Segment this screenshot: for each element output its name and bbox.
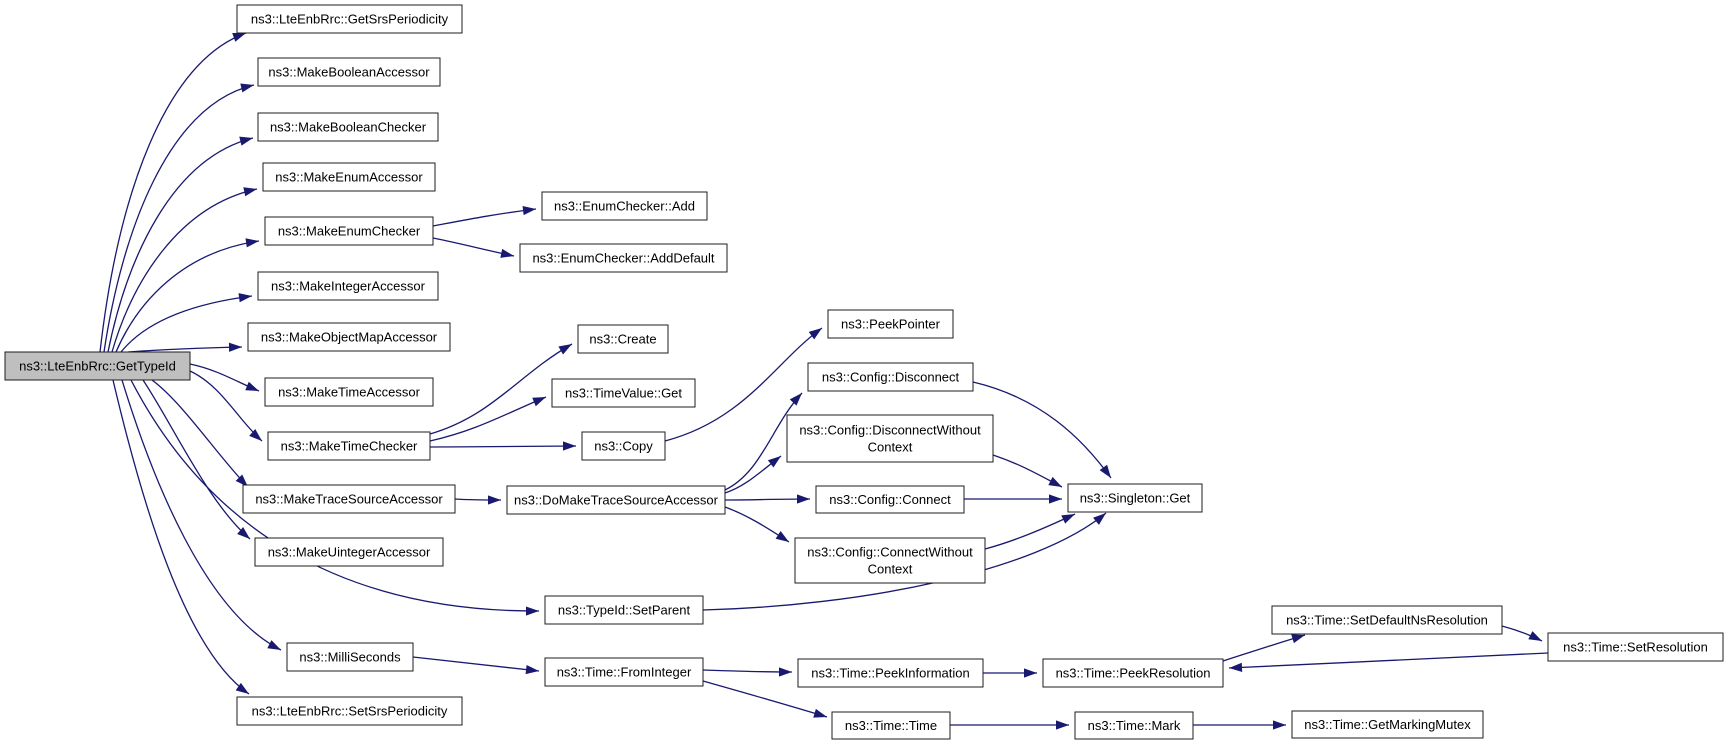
node-label-make-time-accessor: ns3::MakeTimeAccessor [278, 384, 420, 400]
arrowhead-make-enum-checker-to-enum-checker-add-default [500, 249, 514, 258]
node-label-make-uinteger-accessor: ns3::MakeUintegerAccessor [267, 544, 431, 560]
node-label-make-boolean-accessor: ns3::MakeBooleanAccessor [268, 64, 430, 80]
edge-get-type-id-to-make-enum-accessor [112, 189, 257, 352]
node-label-enum-checker-add: ns3::EnumChecker::Add [554, 198, 695, 214]
node-config-connect-without-context[interactable] [795, 538, 985, 583]
node-label-typeid-set-parent: ns3::TypeId::SetParent [557, 602, 691, 618]
node-label-make-object-map-accessor: ns3::MakeObjectMapAccessor [260, 329, 438, 345]
arrowhead-time-mark-to-time-get-marking-mutex [1273, 720, 1286, 729]
node-config-connect[interactable] [816, 486, 964, 513]
arrowhead-make-enum-checker-to-enum-checker-add [523, 206, 536, 215]
node-make-integer-accessor[interactable] [258, 272, 438, 300]
node-typeid-set-parent[interactable] [545, 596, 703, 624]
node-time-value-get[interactable] [552, 379, 695, 407]
arrowhead-time-from-integer-to-time-peek-information [779, 667, 792, 676]
node-do-make-trace-source-accessor[interactable] [507, 486, 725, 514]
node-make-enum-checker[interactable] [265, 217, 433, 245]
node-label-time-from-integer: ns3::Time::FromInteger [556, 664, 692, 680]
nodes-layer [5, 5, 1723, 739]
arrowhead-do-make-trace-source-accessor-to-config-disconnect [790, 393, 802, 406]
node-label-create: ns3::Create [589, 331, 657, 347]
node-label-config-connect: ns3::Config::Connect [829, 492, 951, 507]
arrowhead-do-make-trace-source-accessor-to-config-connect [797, 494, 810, 503]
arrowhead-make-trace-source-accessor-to-do-make-trace-source-accessor [488, 495, 501, 504]
edge-make-time-checker-to-time-value-get [430, 397, 546, 441]
node-time-peek-resolution[interactable] [1043, 659, 1223, 687]
node-milli-seconds[interactable] [287, 643, 413, 671]
arrowhead-get-type-id-to-get-srs-periodicity [232, 33, 246, 42]
edge-make-time-checker-to-copy [430, 446, 576, 447]
arrowhead-do-make-trace-source-accessor-to-config-disconnect-without-context [768, 456, 781, 468]
arrowhead-time-peek-information-to-time-peek-resolution [1024, 668, 1037, 677]
arrowhead-config-disconnect-without-context-to-singleton-get [1048, 477, 1062, 487]
node-make-trace-source-accessor[interactable] [243, 485, 455, 513]
arrowhead-get-type-id-to-make-object-map-accessor [229, 343, 242, 352]
node-label-config-connect-without-context-line2: Context [867, 561, 913, 577]
node-make-enum-accessor[interactable] [263, 163, 435, 191]
node-label-make-boolean-checker: ns3::MakeBooleanChecker [269, 119, 427, 135]
node-label-peek-pointer: ns3::PeekPointer [840, 316, 941, 332]
node-config-disconnect-without-context[interactable] [787, 415, 993, 462]
arrowhead-get-type-id-to-milli-seconds [267, 640, 281, 650]
node-label-time-set-default-ns-resolution: ns3::Time::SetDefaultNsResolution [1286, 612, 1488, 628]
arrowhead-time-time-to-time-mark [1056, 720, 1069, 729]
node-make-time-accessor[interactable] [265, 378, 433, 406]
arrowhead-time-peek-resolution-to-time-set-default-ns-resolution [1291, 634, 1305, 643]
node-label-make-enum-accessor: ns3::MakeEnumAccessor [275, 169, 423, 185]
edge-get-type-id-to-make-uinteger-accessor [143, 380, 250, 539]
arrowhead-make-time-checker-to-time-value-get [532, 397, 546, 406]
node-label-make-trace-source-accessor: ns3::MakeTraceSourceAccessor [255, 491, 443, 507]
node-label-time-get-marking-mutex: ns3::Time::GetMarkingMutex [1304, 717, 1471, 732]
node-make-time-checker[interactable] [268, 432, 430, 460]
edge-time-set-resolution-to-time-peek-resolution [1229, 653, 1548, 668]
node-time-mark[interactable] [1075, 712, 1193, 739]
node-make-uinteger-accessor[interactable] [255, 538, 443, 566]
arrowhead-make-time-checker-to-copy [563, 441, 576, 450]
node-make-object-map-accessor[interactable] [248, 323, 450, 351]
node-enum-checker-add[interactable] [542, 192, 707, 220]
node-get-type-id [5, 352, 190, 380]
edge-make-time-checker-to-create [430, 344, 572, 434]
node-config-disconnect[interactable] [808, 363, 973, 391]
node-label-config-connect-without-context-line1: ns3::Config::ConnectWithout [807, 544, 973, 560]
edge-get-type-id-to-get-srs-periodicity [100, 33, 246, 352]
node-label-enum-checker-add-default: ns3::EnumChecker::AddDefault [532, 250, 715, 266]
node-label-config-disconnect-without-context-line2: Context [867, 439, 913, 455]
arrowhead-get-type-id-to-make-enum-checker [245, 238, 259, 247]
arrowhead-make-time-checker-to-create [558, 344, 572, 354]
node-time-set-resolution[interactable] [1548, 633, 1723, 661]
arrowhead-config-connect-without-context-to-singleton-get [1061, 514, 1075, 524]
node-label-config-disconnect: ns3::Config::Disconnect [821, 369, 960, 385]
edge-milli-seconds-to-time-from-integer [413, 657, 539, 671]
node-label-get-srs-periodicity: ns3::LteEnbRrc::GetSrsPeriodicity [250, 11, 449, 27]
node-get-srs-periodicity[interactable] [237, 5, 462, 33]
node-label-make-integer-accessor: ns3::MakeIntegerAccessor [271, 278, 425, 294]
arrowhead-get-type-id-to-make-enum-accessor [243, 187, 257, 196]
node-label-time-mark: ns3::Time::Mark [1087, 718, 1181, 733]
arrowhead-get-type-id-to-make-integer-accessor [239, 293, 252, 302]
node-singleton-get[interactable] [1068, 484, 1202, 512]
node-time-from-integer[interactable] [545, 658, 703, 686]
arrowhead-get-type-id-to-make-boolean-checker [239, 137, 253, 146]
edge-time-from-integer-to-time-peek-information [703, 670, 792, 672]
node-label-get-type-id: ns3::LteEnbRrc::GetTypeId [19, 358, 176, 374]
arrowhead-do-make-trace-source-accessor-to-config-connect-without-context [776, 531, 789, 542]
arrowhead-time-set-default-ns-resolution-to-time-set-resolution [1528, 631, 1542, 641]
node-copy[interactable] [582, 432, 665, 460]
edge-get-type-id-to-make-integer-accessor [121, 296, 252, 352]
arrowhead-get-type-id-to-make-boolean-accessor [240, 83, 254, 92]
node-make-boolean-checker[interactable] [258, 113, 438, 141]
node-label-time-set-resolution: ns3::Time::SetResolution [1563, 639, 1708, 655]
arrowhead-time-from-integer-to-time-time [813, 709, 827, 718]
node-label-set-srs-periodicity: ns3::LteEnbRrc::SetSrsPeriodicity [251, 703, 448, 719]
node-time-get-marking-mutex[interactable] [1292, 711, 1483, 738]
node-time-time[interactable] [832, 712, 950, 739]
node-label-time-value-get: ns3::TimeValue::Get [564, 385, 683, 401]
node-label-time-peek-information: ns3::Time::PeekInformation [811, 665, 970, 681]
node-label-singleton-get: ns3::Singleton::Get [1079, 490, 1191, 506]
arrowhead-config-connect-to-singleton-get [1049, 494, 1062, 503]
arrowhead-get-type-id-to-make-time-accessor [245, 382, 259, 391]
node-make-boolean-accessor[interactable] [258, 58, 440, 86]
node-set-srs-periodicity[interactable] [237, 697, 462, 725]
node-label-milli-seconds: ns3::MilliSeconds [299, 649, 401, 665]
arrowhead-time-set-resolution-to-time-peek-resolution [1229, 663, 1242, 672]
edge-get-type-id-to-set-srs-periodicity [113, 380, 249, 694]
edge-config-connect-without-context-to-singleton-get [985, 514, 1075, 549]
arrowhead-get-type-id-to-typeid-set-parent [526, 606, 539, 615]
node-label-make-enum-checker: ns3::MakeEnumChecker [277, 223, 421, 239]
edge-config-disconnect-to-singleton-get [973, 382, 1111, 478]
arrowhead-typeid-set-parent-to-singleton-get [1093, 513, 1106, 525]
node-label-time-time: ns3::Time::Time [844, 718, 938, 733]
arrowhead-config-disconnect-to-singleton-get [1100, 465, 1111, 478]
edge-get-type-id-to-make-trace-source-accessor [152, 380, 248, 487]
node-peek-pointer[interactable] [828, 310, 953, 338]
node-label-copy: ns3::Copy [594, 438, 653, 454]
edge-get-type-id-to-make-object-map-accessor [128, 347, 242, 352]
edge-get-type-id-to-milli-seconds [122, 380, 281, 650]
node-label-do-make-trace-source-accessor: ns3::DoMakeTraceSourceAccessor [514, 492, 718, 508]
arrowhead-milli-seconds-to-time-from-integer [526, 665, 539, 674]
node-label-config-disconnect-without-context-line1: ns3::Config::DisconnectWithout [799, 422, 981, 438]
node-enum-checker-add-default[interactable] [520, 244, 727, 272]
node-time-set-default-ns-resolution[interactable] [1272, 606, 1502, 634]
node-create[interactable] [578, 325, 668, 353]
node-label-make-time-checker: ns3::MakeTimeChecker [280, 438, 418, 454]
edge-make-enum-checker-to-enum-checker-add [433, 209, 536, 226]
node-time-peek-information[interactable] [798, 659, 983, 687]
node-label-time-peek-resolution: ns3::Time::PeekResolution [1055, 665, 1211, 681]
edge-get-type-id-to-make-boolean-checker [108, 138, 253, 352]
